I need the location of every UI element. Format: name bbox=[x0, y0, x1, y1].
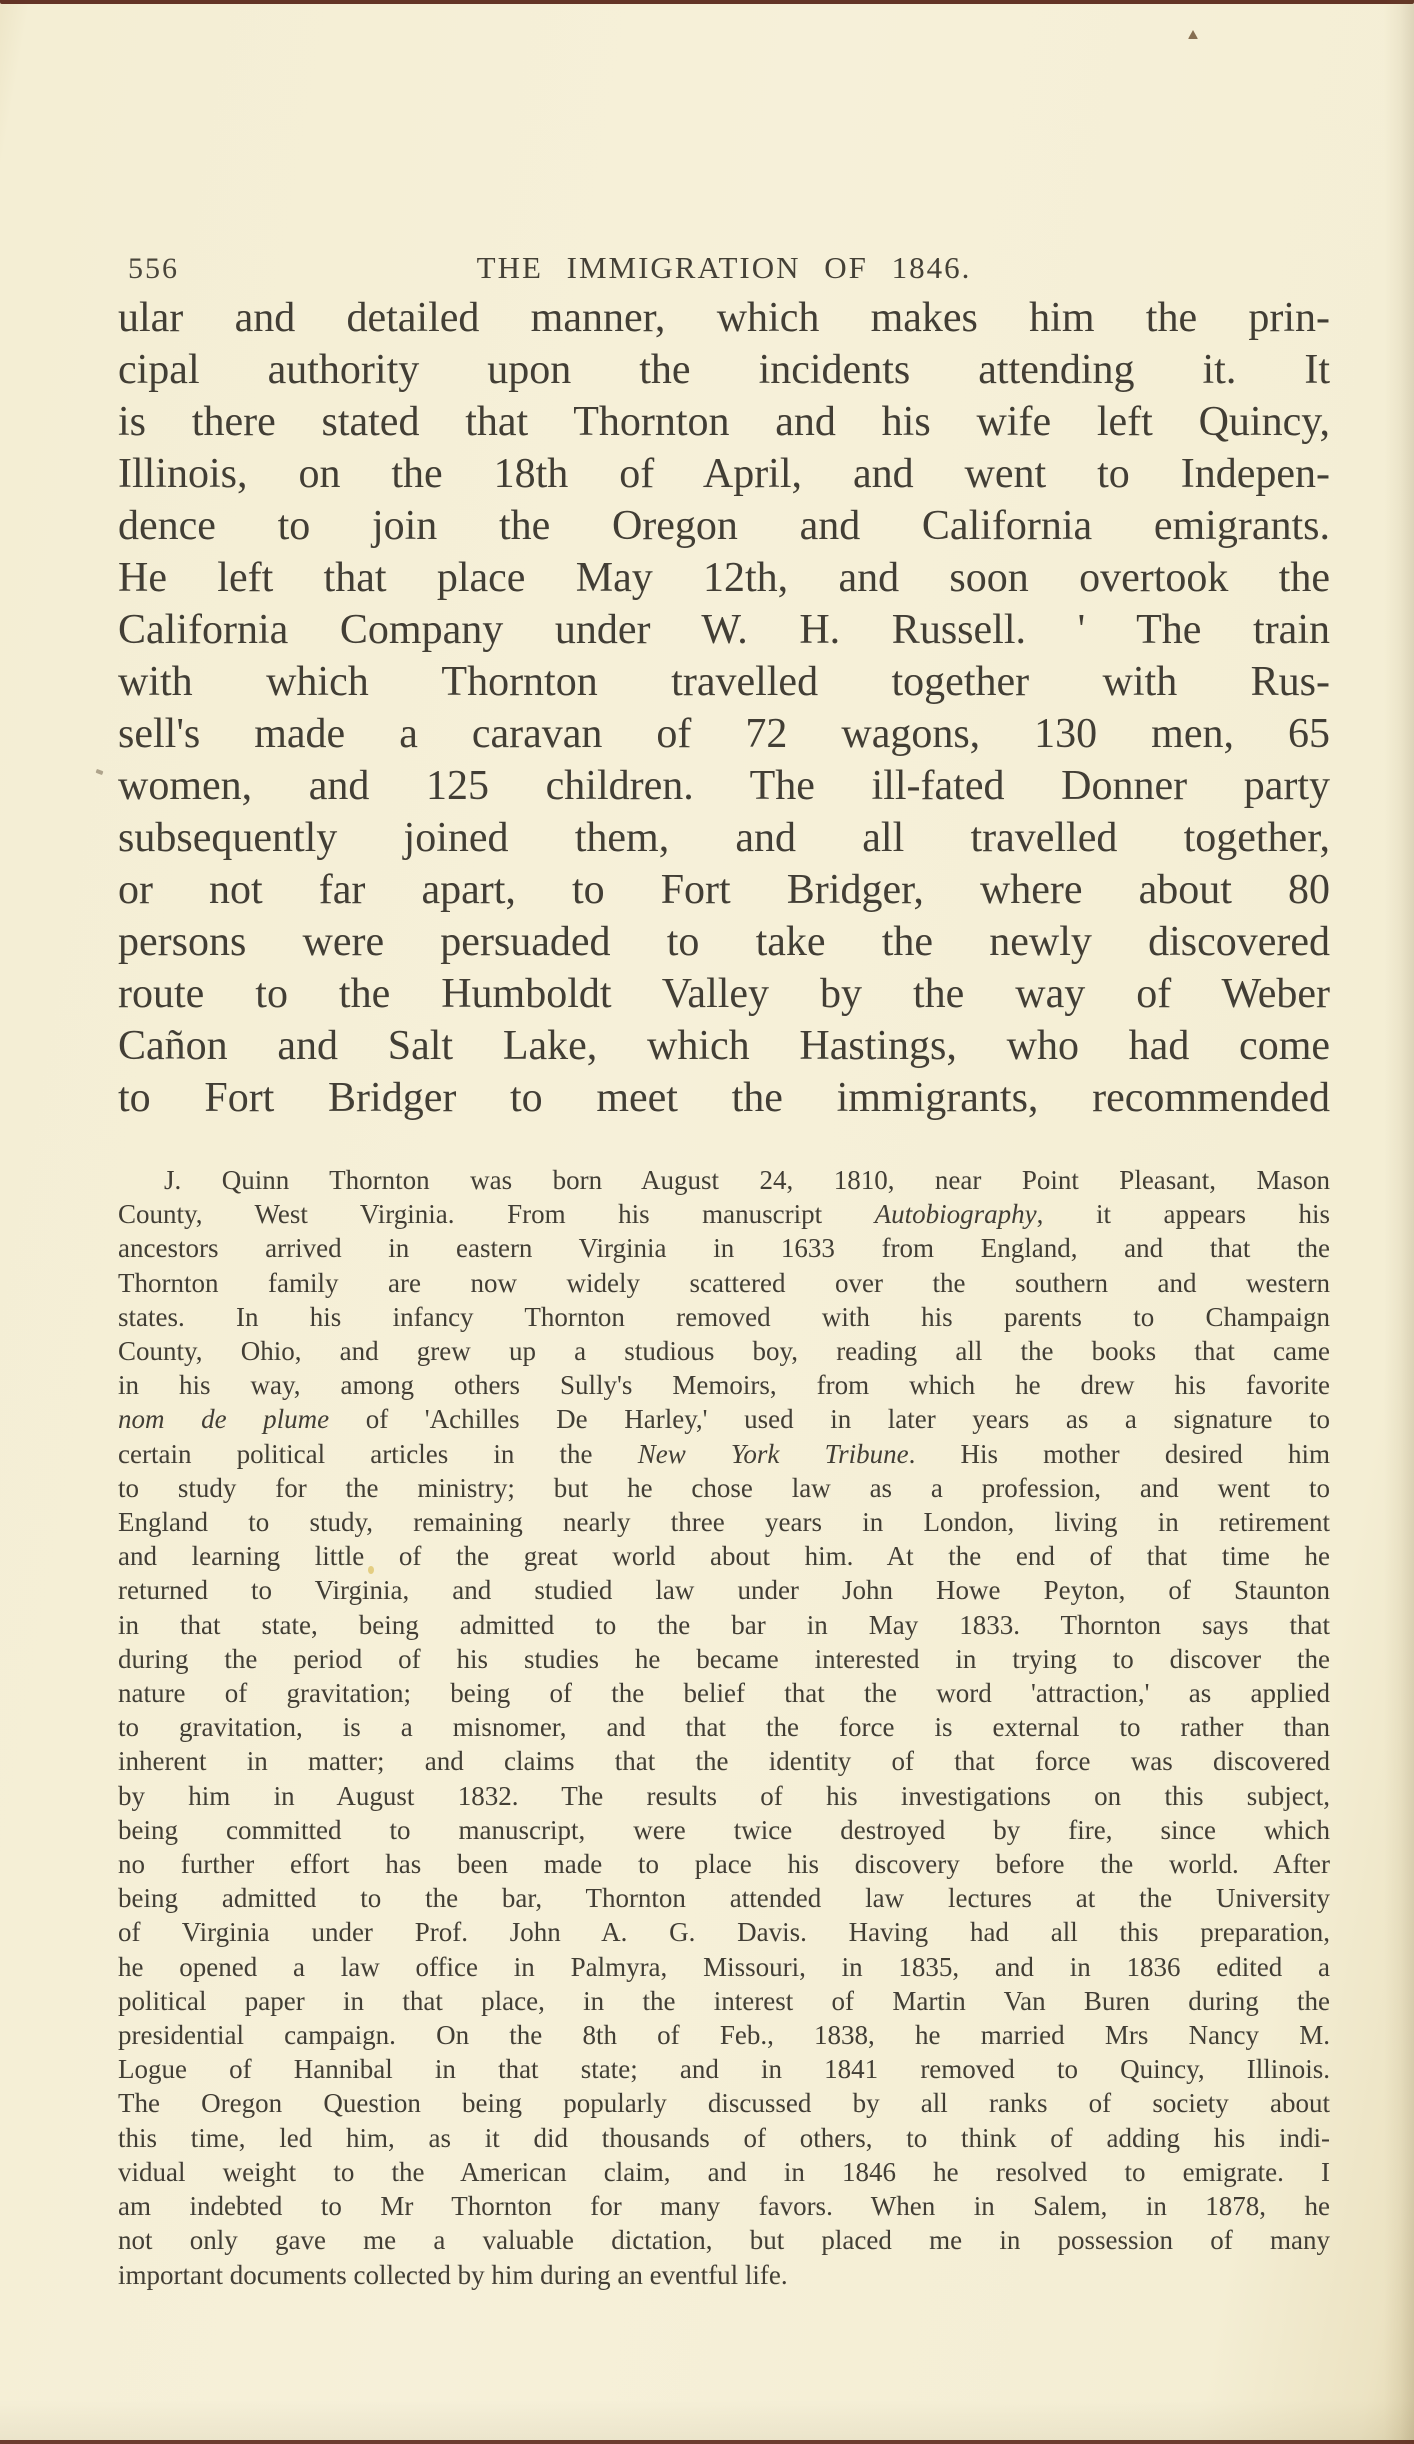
text-run: Autobiography bbox=[874, 1199, 1037, 1230]
text-run: by him in August 1832. The results of his investigations on this subject, bbox=[118, 1780, 1330, 1811]
text-run: subsequently joined them, and all travelled together, bbox=[118, 815, 1330, 861]
text-run: certain political articles in the bbox=[118, 1438, 638, 1469]
text-line bbox=[118, 1984, 1330, 2018]
text-line bbox=[118, 1608, 1330, 1642]
text-line bbox=[118, 2121, 1330, 2155]
text-run: no further effort has been made to place his discovery before the world. After bbox=[118, 1849, 1330, 1880]
text-run: J. Quinn Thornton was born August 24, 1810, near Point Pleasant, Mason bbox=[164, 1165, 1330, 1195]
text-run: or not far apart, to Fort Bridger, where about 80 bbox=[118, 867, 1330, 913]
text-run: persons were persuaded to take the newly discovered bbox=[118, 919, 1330, 965]
running-head: THE IMMIGRATION OF 1846. bbox=[476, 250, 972, 285]
text-line bbox=[118, 1266, 1330, 1300]
text-run: He left that place May 12th, and soon overtook the bbox=[118, 555, 1330, 601]
text-run: cipal authority upon the incidents attending it. It bbox=[118, 347, 1330, 393]
text-line bbox=[118, 292, 1330, 344]
text-line bbox=[118, 1471, 1330, 1505]
text-line bbox=[118, 2155, 1330, 2189]
page-edge-shading bbox=[1384, 0, 1414, 2444]
text-line bbox=[118, 2018, 1330, 2052]
text-line bbox=[118, 2223, 1330, 2257]
text-run: in his way, among others Sully's Memoirs, from which he drew his favorite bbox=[118, 1370, 1330, 1401]
text-line bbox=[118, 2258, 1330, 2292]
text-run: Thornton family are now widely scattered over the southern and western bbox=[118, 1267, 1330, 1298]
text-run: New York Tribune bbox=[637, 1438, 909, 1469]
text-run: important documents collected by him during an eventful life. bbox=[118, 2259, 788, 2290]
text-run: of 'Achilles De Harley,' used in later years as a signature to bbox=[329, 1404, 1330, 1435]
text-run: presidential campaign. On the 8th of Feb., 1838, he married Mrs Nancy M. bbox=[118, 2020, 1330, 2051]
text-line bbox=[118, 1505, 1330, 1539]
text-line bbox=[118, 812, 1330, 864]
ink-speck bbox=[1188, 30, 1198, 39]
text-run: states. In his infancy Thornton removed with his parents to Champaign bbox=[118, 1301, 1330, 1332]
text-line bbox=[118, 1642, 1330, 1676]
text-run: to Fort Bridger to meet the immigrants, recommended bbox=[118, 1075, 1330, 1121]
text-line bbox=[118, 344, 1330, 396]
text-run: during the period of his studies he became interested in trying to discover the bbox=[118, 1643, 1330, 1674]
text-run: this time, led him, as it did thousands of others, to think of adding his indi- bbox=[118, 2122, 1330, 2153]
text-line bbox=[118, 1539, 1330, 1573]
text-line bbox=[118, 968, 1330, 1020]
text-run: California Company under W. H. Russell. ' The train bbox=[118, 607, 1330, 653]
text-run: political paper in that place, in the interest of Martin Van Buren during the bbox=[118, 1985, 1330, 2016]
text-line bbox=[118, 2086, 1330, 2120]
text-run: in that state, being admitted to the bar in May 1833. Thornton says that bbox=[118, 1609, 1330, 1640]
text-run: The Oregon Question being popularly discussed by all ranks of society about bbox=[118, 2088, 1330, 2119]
text-line bbox=[118, 2189, 1330, 2223]
text-line bbox=[118, 1163, 1330, 1197]
text-run: is there stated that Thornton and his wife left Quincy, bbox=[118, 399, 1330, 445]
text-line bbox=[118, 1231, 1330, 1265]
text-line bbox=[118, 1915, 1330, 1949]
page-number: 556 bbox=[128, 252, 179, 285]
text-line bbox=[118, 1300, 1330, 1334]
text-line bbox=[118, 1881, 1330, 1915]
text-line bbox=[118, 1813, 1330, 1847]
text-run: . His mother desired him bbox=[908, 1438, 1330, 1469]
text-line bbox=[118, 1710, 1330, 1744]
text-run: he opened a law office in Palmyra, Missouri, in 1835, and in 1836 edited a bbox=[118, 1951, 1330, 1982]
text-run: to gravitation, is a misnomer, and that the force is external to rather than bbox=[118, 1712, 1330, 1743]
text-line bbox=[118, 1744, 1330, 1778]
text-line bbox=[118, 2052, 1330, 2086]
text-line bbox=[118, 1779, 1330, 1813]
text-run: County, West Virginia. From his manuscript bbox=[118, 1199, 875, 1230]
text-run: Logue of Hannibal in that state; and in 1841 removed to Quincy, Illinois. bbox=[118, 2054, 1330, 2085]
text-run: ancestors arrived in eastern Virginia in 1633 from England, and that the bbox=[118, 1233, 1330, 1264]
text-run: England to study, remaining nearly three years in London, living in retirement bbox=[118, 1507, 1330, 1538]
text-line bbox=[118, 656, 1330, 708]
text-line bbox=[118, 1072, 1330, 1124]
text-run: ular and detailed manner, which makes him the prin- bbox=[118, 295, 1330, 341]
text-run: sell's made a caravan of 72 wagons, 130 men, 65 bbox=[118, 711, 1330, 757]
text-run: route to the Humboldt Valley by the way of Weber bbox=[118, 971, 1330, 1017]
text-run: dence to join the Oregon and California emigrants. bbox=[118, 503, 1330, 549]
text-line bbox=[118, 1573, 1330, 1607]
text-line bbox=[118, 552, 1330, 604]
text-line bbox=[118, 1847, 1330, 1881]
page-edge-shading-bottom bbox=[0, 2400, 1414, 2440]
text-line bbox=[118, 708, 1330, 760]
text-line bbox=[118, 604, 1330, 656]
text-line bbox=[118, 1676, 1330, 1710]
text-run: with which Thornton travelled together with Rus- bbox=[118, 659, 1330, 705]
text-run: to study for the ministry; but he chose law as a profession, and went to bbox=[118, 1472, 1330, 1503]
text-run: not only gave me a valuable dictation, but placed me in possession of many bbox=[118, 2225, 1330, 2256]
text-line bbox=[118, 1334, 1330, 1368]
text-line bbox=[118, 916, 1330, 968]
page-header bbox=[118, 250, 1330, 294]
main-text bbox=[118, 292, 1330, 1124]
scan-edge-top bbox=[0, 0, 1414, 4]
text-run: nom de plume bbox=[118, 1404, 330, 1435]
text-run: vidual weight to the American claim, and in 1846 he resolved to emigrate. I bbox=[118, 2156, 1330, 2187]
text-run: inherent in matter; and claims that the identity of that force was discovered bbox=[118, 1746, 1330, 1777]
footnote-text bbox=[118, 1163, 1330, 2292]
text-run: women, and 125 children. The ill-fated Donner party bbox=[118, 763, 1330, 809]
text-line bbox=[118, 1020, 1330, 1072]
text-run: and learning little of the great world about him. At the end of that time he bbox=[118, 1541, 1330, 1572]
text-line bbox=[118, 1402, 1330, 1436]
text-run: County, Ohio, and grew up a studious boy, reading all the books that came bbox=[118, 1336, 1330, 1367]
text-run: being committed to manuscript, were twice destroyed by fire, since which bbox=[118, 1814, 1330, 1845]
text-run: Cañon and Salt Lake, which Hastings, who had come bbox=[118, 1023, 1330, 1069]
text-run: Illinois, on the 18th of April, and went to Indepen- bbox=[118, 451, 1330, 497]
text-run: of Virginia under Prof. John A. G. Davis. Having had all this preparation, bbox=[118, 1917, 1330, 1948]
text-line bbox=[118, 760, 1330, 812]
text-run: returned to Virginia, and studied law under John Howe Peyton, of Staunton bbox=[118, 1575, 1330, 1606]
ink-speck bbox=[96, 769, 104, 775]
text-run: being admitted to the bar, Thornton attended law lectures at the University bbox=[118, 1883, 1330, 1914]
text-line bbox=[118, 500, 1330, 552]
text-line bbox=[118, 448, 1330, 500]
text-run: nature of gravitation; being of the belief that the word 'attraction,' as applied bbox=[118, 1678, 1330, 1709]
text-run: , it appears his bbox=[1036, 1199, 1330, 1230]
text-line bbox=[118, 1197, 1330, 1231]
text-run: am indebted to Mr Thornton for many favors. When in Salem, in 1878, he bbox=[118, 2191, 1330, 2222]
text-line bbox=[118, 1950, 1330, 1984]
text-line bbox=[118, 1437, 1330, 1471]
scan-edge-bottom bbox=[0, 2440, 1414, 2444]
text-line bbox=[118, 1368, 1330, 1402]
text-line bbox=[118, 396, 1330, 448]
text-line bbox=[118, 864, 1330, 916]
